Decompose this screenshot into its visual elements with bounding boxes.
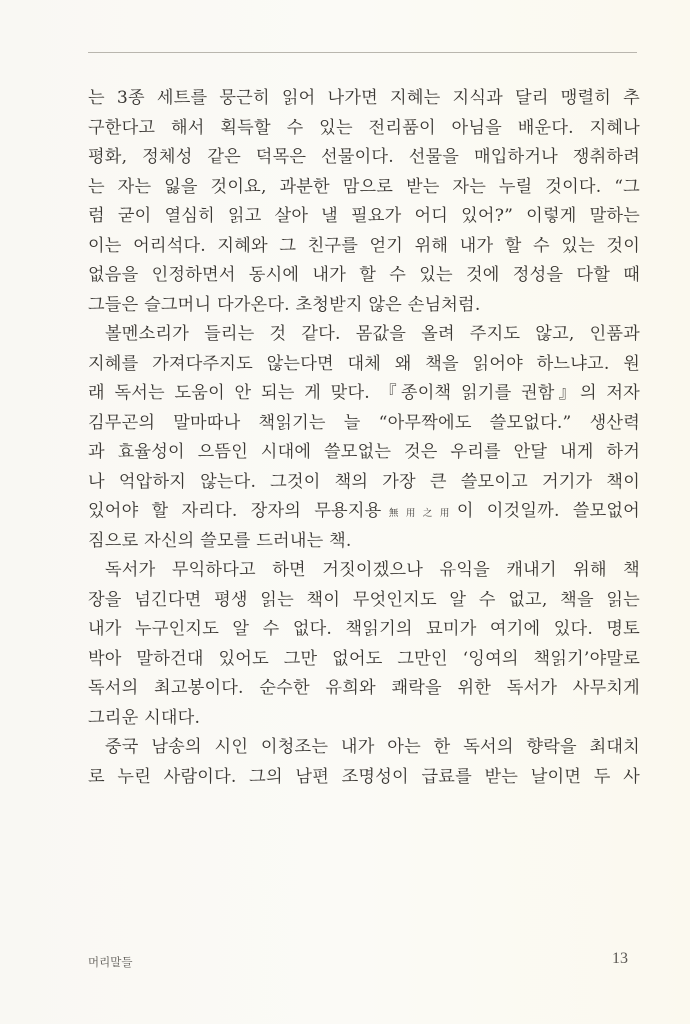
paragraph-start-line: 볼멘소리가 들리는 것 같다. 몸값을 올려 주지도 않고, 인품과 xyxy=(105,324,640,344)
text-line: 래 독서는 도움이 안 되는 게 맞다. 『종이책 읽기를 권함』의 저자 xyxy=(88,383,640,403)
text-line: 김무곤의 말마따나 책읽기는 늘 “아무짝에도 쓸모없다.” 생산력 xyxy=(88,412,640,433)
text-line: 내가 누구인지도 알 수 없다. 책읽기의 묘미가 여기에 있다. 명토 xyxy=(88,619,640,639)
text-line-with-hanja xyxy=(88,497,640,527)
running-footer: 머리말들 xyxy=(88,955,133,969)
text-line: 지혜를 가져다주지도 않는다면 대체 왜 책을 읽어야 하느냐고. 원 xyxy=(88,353,640,374)
text-segment: 이 이것일까. 쓸모없어 xyxy=(456,501,640,521)
paragraph-start-line: 중국 남송의 시인 이청조는 내가 아는 한 독서의 향락을 최대치 xyxy=(105,737,640,757)
text-line: 로 누린 사람이다. 그의 남편 조명성이 급료를 받는 날이면 두 사 xyxy=(88,766,640,787)
text-line: 는 3종 세트를 뭉근히 읽어 나가면 지혜는 지식과 달리 맹렬히 추 xyxy=(88,88,640,108)
hanja-annotation: 無用之用 xyxy=(381,508,457,519)
text-line: 독서의 최고봉이다. 순수한 유희와 쾌락을 위한 독서가 사무치게 xyxy=(88,678,640,698)
text-line: 구한다고 해서 획득할 수 있는 전리품이 아님을 배운다. 지혜나 xyxy=(88,117,640,138)
text-line: 그들은 슬그머니 다가온다. 초청받지 않은 손님처럼. xyxy=(88,294,481,315)
text-line: 그리운 시대다. xyxy=(88,707,201,728)
text-line: 럼 굳이 열심히 읽고 살아 낼 필요가 어디 있어?” 이렇게 말하는 xyxy=(88,206,640,226)
text-line: 장을 넘긴다면 평생 읽는 책이 무엇인지도 알 수 없고, 책을 읽는 xyxy=(88,589,640,610)
text-line: 짐으로 자신의 쓸모를 드러내는 책. xyxy=(88,530,352,551)
text-line: 나 억압하지 않는다. 그것이 책의 가장 큰 쓸모이고 거기가 책이 xyxy=(88,471,640,492)
text-line: 과 효율성이 으뜸인 시대에 쓸모없는 것은 우리를 안달 내게 하거 xyxy=(88,442,640,462)
text-line: 없음을 인정하면서 동시에 내가 할 수 있는 것에 정성을 다할 때 xyxy=(88,265,640,285)
text-line: 는 자는 잃을 것이요, 과분한 맘으로 받는 자는 누릴 것이다. “그 xyxy=(88,176,640,197)
text-segment: 있어야 할 자리다. 장자의 무용지용 xyxy=(88,501,382,521)
text-line: 평화, 정체성 같은 덕목은 선물이다. 선물을 매입하거나 쟁취하려 xyxy=(88,147,640,167)
body-text xyxy=(88,84,640,792)
header-rule xyxy=(88,52,637,53)
paragraph-start-line: 독서가 무익하다고 하면 거짓이겠으나 유익을 캐내기 위해 책 xyxy=(105,560,640,580)
page-number: 13 xyxy=(612,950,628,967)
text-line: 박아 말하건대 있어도 그만 없어도 그만인 ‘잉여의 책읽기’야말로 xyxy=(88,648,640,669)
text-line: 이는 어리석다. 지혜와 그 친구를 얻기 위해 내가 할 수 있는 것이 xyxy=(88,235,640,256)
